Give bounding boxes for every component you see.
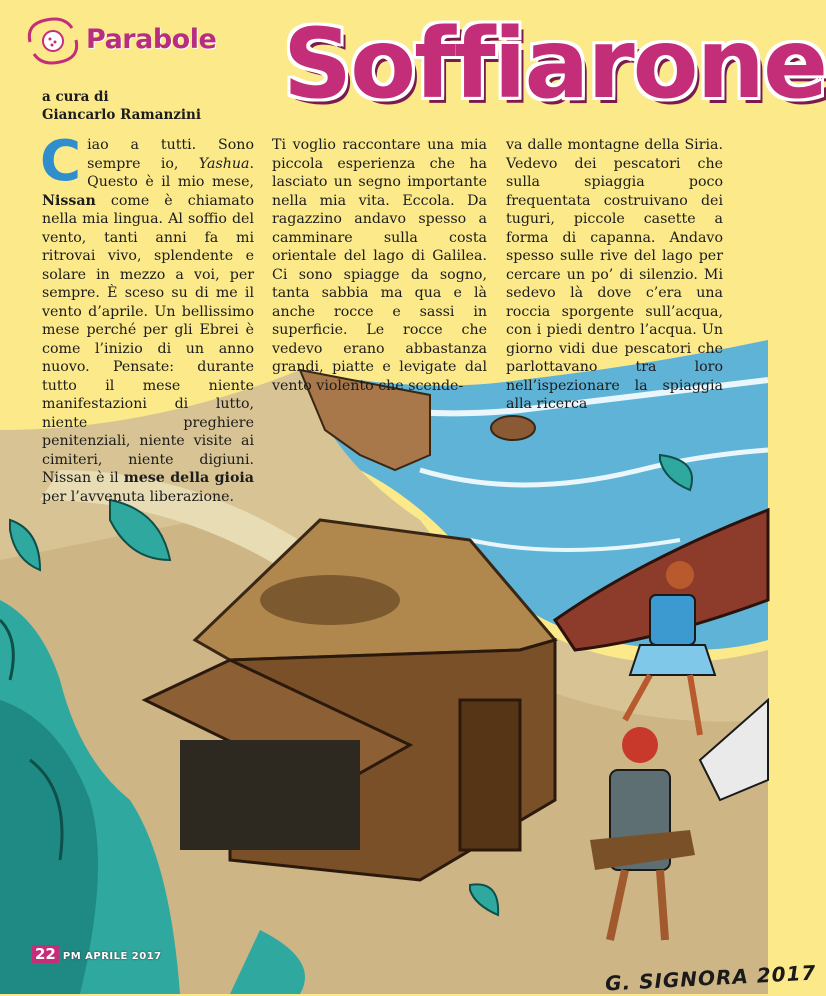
curator-name: Giancarlo Ramanzini: [42, 107, 201, 123]
article-column-2: [272, 136, 487, 395]
curator-prefix: a cura di: [42, 89, 109, 105]
column-1-text: [40, 129, 254, 506]
magazine-issue: PM APRILE 2017: [62, 951, 162, 962]
column-1-run: iao a tutti. Sono sempre io,: [87, 137, 254, 172]
column-3-text: va dalle montagne della Siria. Vedevo dei pescatori che sulla spiaggia poco frequentata costruivano dei tuguri, piccole casette a forma di capanna. Andavo spesso sulle rive del lago per cercare un po’ di silenzio. Mi sedevo là dove c’era una roccia sporgente sull’acqua, con i piedi dentro l’acqua. Un giorno vidi due pescatori che parlottavano tra loro nell’ispezionare la spiaggia alla ricerca: [506, 137, 723, 412]
page-title: Soffiarone: [283, 8, 826, 120]
page-folio: [32, 944, 162, 964]
curator: [42, 88, 201, 124]
column-1-run: Nissan: [42, 192, 96, 209]
rubric-label: Parabole: [86, 24, 217, 55]
column-1-run: mese della gioia: [123, 470, 254, 486]
hands-dove-icon: [22, 12, 84, 70]
column-1-run: per l’avvenuta liberazione.: [42, 488, 235, 505]
article-column-1: [40, 129, 254, 506]
artist-signature: G. SIGNORA 2017: [604, 960, 817, 996]
column-2-text: Ti voglio raccontare una mia piccola esperienza che ha lasciato un segno importante nella mia vita. Eccola. Da ragazzino andavo spesso a camminare sulla costa orientale del lago di Galilea. Ci sono spiagge da sogno, tanta sabbia ma qua e là anche rocce e sassi in superficie. Le rocce che vedevo erano abbastanza grandi, piatte e levigate dal vento violento che scende-: [272, 137, 487, 394]
column-1-run: Yashua: [198, 155, 250, 172]
column-1-run: . Questo è il mio mese,: [87, 155, 254, 190]
drop-cap: C: [40, 129, 82, 194]
page-number: 22: [32, 945, 59, 963]
article-column-3: [506, 136, 723, 414]
column-1-run: come è chiamato nella mia lingua. Al soffio del vento, tanti anni fa mi ritrovai vivo, splendente e solare in mezzo a voi, per sempre. È sceso su di me il vento d’aprile. Un bellissimo mese perché per gli Ebrei è come l’inizio di un anno nuovo. Pensate: durante tutto il mese niente manifestazioni di lutto, niente preghiere penitenziali, niente visite ai cimiteri, niente digiuni. Nissan è il: [42, 192, 254, 486]
